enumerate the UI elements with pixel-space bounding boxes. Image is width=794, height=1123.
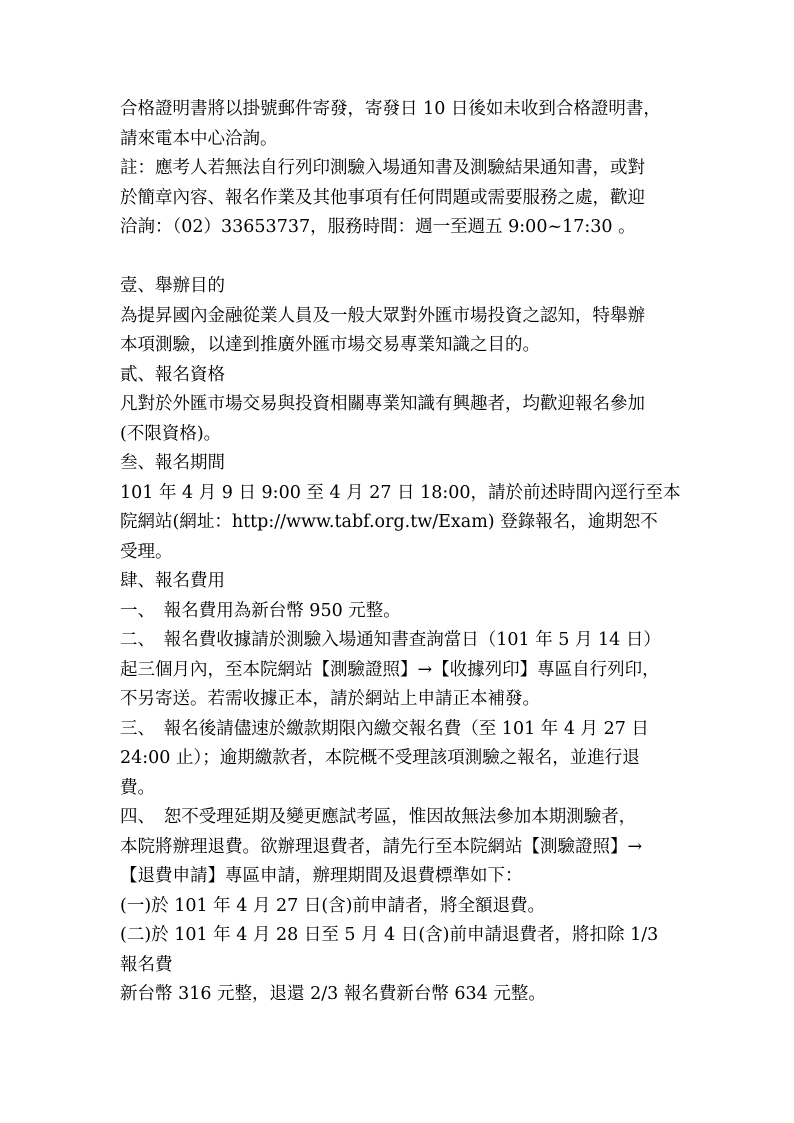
text-line: 101 年 4 月 9 日 9:00 至 4 月 27 日 18:00，請於前述時間內逕行至本	[120, 482, 681, 503]
text-line: 為提昇國內金融從業人員及一般大眾對外匯市場投資之認知，特舉辦	[120, 305, 645, 326]
text-line: 請來電本中心洽詢。	[120, 128, 278, 149]
text-line: 院網站(網址：http://www.tabf.org.tw/Exam) 登錄報名，逾期恕不	[120, 512, 658, 532]
sub-list-item: (二)於 101 年 4 月 28 日至 5 月 4 日(含)前申請退費者，將扣除 1/3	[120, 925, 659, 945]
text-line: 凡對於外匯市場交易與投資相關專業知識有興趣者，均歡迎報名參加	[120, 394, 645, 414]
text-line: 24:00 止）；逾期繳款者，本院概不受理該項測驗之報名，並進行退	[120, 748, 640, 768]
section-heading-registration-period: 叁、報名期間	[120, 453, 225, 473]
list-item: 一、 報名費用為新台幣 950 元整。	[120, 600, 401, 621]
text-line: 本院將辦理退費。欲辦理退費者，請先行至本院網站【測驗證照】→	[120, 836, 643, 857]
note-line: 註：應考人若無法自行列印測驗入場通知書及測驗結果通知書，或對	[120, 158, 645, 178]
text-line: 【退費申請】專區申請，辦理期間及退費標準如下：	[120, 866, 523, 886]
text-line: 合格證明書將以掛號郵件寄發，寄發日 10 日後如未收到合格證明書，	[120, 99, 661, 119]
sub-list-item: (一)於 101 年 4 月 27 日(含)前申請者，將全額退費。	[120, 895, 545, 916]
section-heading-eligibility: 貳、報名資格	[120, 364, 225, 385]
list-item: 三、 報名後請儘速於繳款期限內繳交報名費（至 101 年 4 月 27 日	[120, 718, 649, 739]
blank-line	[120, 243, 680, 273]
note-line: 洽詢：（02）33653737，服務時間：週一至週五 9:00~17:30 。	[120, 217, 636, 237]
document-body	[120, 95, 680, 1010]
text-line: 受理。	[120, 541, 173, 562]
list-item: 二、 報名費收據請於測驗入場通知書查詢當日（101 年 5 月 14 日）	[120, 630, 661, 650]
note-line: 於簡章內容、報名作業及其他事項有任何問題或需要服務之處，歡迎	[120, 187, 645, 208]
section-heading-fees: 肆、報名費用	[120, 571, 225, 591]
text-line: 新台幣 316 元整，退還 2/3 報名費新台幣 634 元整。	[120, 984, 546, 1004]
text-line: 費。	[120, 777, 155, 798]
text-line: 本項測驗，以達到推廣外匯市場交易專業知識之目的。	[120, 335, 540, 355]
text-line: (不限資格)。	[120, 423, 222, 444]
text-line: 報名費	[120, 954, 173, 975]
list-item: 四、 恕不受理延期及變更應試考區，惟因故無法參加本期測驗者，	[120, 807, 637, 827]
text-line: 起三個月內，至本院網站【測驗證照】→【收據列印】專區自行列印，	[120, 659, 660, 680]
text-line: 不另寄送。若需收據正本，請於網站上申請正本補發。	[120, 689, 540, 709]
section-heading-purpose: 壹、舉辦目的	[120, 276, 225, 296]
